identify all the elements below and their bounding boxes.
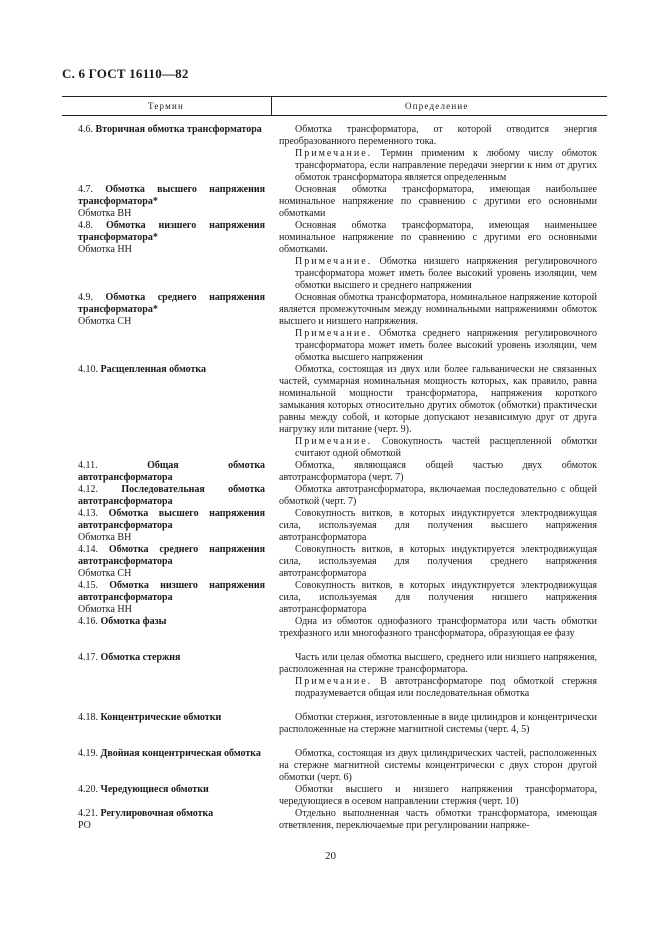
definition-4-9: Основная обмотка трансформатора, номинальное напряжение которой является промежуточным между номинальными напряжениями обмоток высшего и низшего напряжения. Примечание. Обмотка среднего напряжения регулировочного трансформатора может иметь более высокий уровень изоляции, чем обмотка высшего напряжения bbox=[279, 292, 597, 363]
definition-4-11: Обмотка, являющаяся общей частью двух обмоток автотрансформатора (черт. 7) bbox=[279, 460, 597, 483]
definition-4-10: Обмотка, состоящая из двух или более гальванически не связанных частей, суммарная номинальная мощность которых, как правило, равна номинальной мощности трансформатора, напряжения короткого замыкания которых относительно других обмоток (обмотки) практически равны между собой, и которые допускают независимую друг от друга нагрузку или питание (черт. 9). Примечание. Совокупность частей расщепленной обмотки считают одной обмоткой bbox=[279, 364, 597, 459]
definition-4-18: Обмотки стержня, изготовленные в виде цилиндров и концентрически расположенные на стержне магнитной системы (черт. 4, 5) bbox=[279, 712, 597, 735]
term-abbreviation: Обмотка СН bbox=[78, 316, 132, 327]
term-4-18: 4.18. Концентрические обмотки bbox=[78, 712, 222, 723]
note: Примечание. В автотрансформаторе под обмоткой стержня подразумевается общая или последовательная обмотка bbox=[295, 676, 597, 699]
column-header-definition: Определение bbox=[405, 101, 469, 111]
term-4-8: 4.8. Обмотка низшего напряжения трансформатора* Обмотка НН bbox=[62, 220, 265, 256]
term-4-16: 4.16. Обмотка фазы bbox=[78, 616, 167, 627]
term-abbreviation: Обмотка НН bbox=[78, 604, 132, 615]
definition-4-20: Обмотки высшего и низшего напряжения трансформатора, чередующиеся в осевом направлении стержня (черт. 10) bbox=[279, 784, 597, 807]
definition-4-14: Совокупность витков, в которых индуктируется электродвижущая сила, используемая для получения среднего напряжения автотрансформатора bbox=[279, 544, 597, 579]
definition-4-15: Совокупность витков, в которых индуктируется электродвижущая сила, используемая для получения низшего напряжения автотрансформатора bbox=[279, 580, 597, 615]
term-4-11: 4.11. Общая обмотка автотрансформатора bbox=[78, 460, 265, 483]
definition-4-6: Обмотка трансформатора, от которой отводится энергия преобразованного переменного тока. Примечание. Термин применим к любому числу обмоток трансформатора, если направление передачи энергии к ним от других обмоток трансформатора является определенным bbox=[279, 124, 597, 183]
note: Примечание. Термин применим к любому числу обмоток трансформатора, если направление передачи энергии к ним от других обмоток трансформатора является определенным bbox=[295, 148, 597, 183]
term-4-15: 4.15. Обмотка низшего напряжения автотрансформатора Обмотка НН bbox=[62, 580, 265, 616]
table-top-rule bbox=[62, 96, 607, 97]
definition-4-16: Одна из обмоток однофазного трансформатора или часть обмотки трехфазного или многофазного трансформатора, образующая ее фазу bbox=[279, 616, 597, 639]
definition-4-17: Часть или целая обмотка высшего, среднего или низшего напряжения, расположенная на стержне трансформатора. Примечание. В автотрансформаторе под обмоткой стержня подразумевается общая или последовательная обмотка bbox=[279, 652, 597, 699]
term-4-9: 4.9. Обмотка среднего напряжения трансформатора* Обмотка СН bbox=[62, 292, 265, 328]
term-4-10: 4.10. Расщепленная обмотка bbox=[78, 364, 207, 375]
note: Примечание. Совокупность частей расщепленной обмотки считают одной обмоткой bbox=[295, 436, 597, 459]
term-4-21: 4.21. Регулировочная обмотка РО bbox=[62, 808, 265, 832]
page-number: 20 bbox=[325, 850, 336, 862]
term-abbreviation: Обмотка ВН bbox=[78, 532, 132, 543]
page-header: С. 6 ГОСТ 16110—82 bbox=[62, 66, 189, 81]
term-4-12: 4.12. Последовательная обмотка автотрансформатора bbox=[78, 484, 265, 507]
term-4-19: 4.19. Двойная концентрическая обмотка bbox=[78, 748, 261, 759]
definition-4-21: Отдельно выполненная часть обмотки трансформатора, имеющая ответвления, переключаемые при регулировании напряже- bbox=[279, 808, 597, 831]
definition-4-19: Обмотка, состоящая из двух цилиндрических частей, расположенных на стержне магнитной системы концентрически с двух сторон другой обмотки (черт. 6) bbox=[279, 748, 597, 783]
term-abbreviation: РО bbox=[78, 820, 91, 831]
column-divider bbox=[271, 97, 272, 115]
term-4-13: 4.13. Обмотка высшего напряжения автотрансформатора Обмотка ВН bbox=[62, 508, 265, 544]
term-4-17: 4.17. Обмотка стержня bbox=[78, 652, 181, 663]
term-abbreviation: Обмотка СН bbox=[78, 568, 132, 579]
definition-4-8: Основная обмотка трансформатора, имеющая наименьшее номинальное напряжение по сравнению с другими его основными обмотками. Примечание. Обмотка низшего напряжения регулировочного трансформатора может иметь более высокий уровень изоляции, чем обмотки высшего и среднего напряжения bbox=[279, 220, 597, 291]
table-header-rule bbox=[62, 115, 607, 116]
definition-4-12: Обмотка автотрансформатора, включаемая последовательно с общей обмоткой (черт. 7) bbox=[279, 484, 597, 507]
note: Примечание. Обмотка среднего напряжения регулировочного трансформатора может иметь более высокий уровень изоляции, чем обмотка высшего напряжения bbox=[295, 328, 597, 363]
note: Примечание. Обмотка низшего напряжения регулировочного трансформатора может иметь более высокий уровень изоляции, чем обмотки высшего и среднего напряжения bbox=[295, 256, 597, 291]
term-4-7: 4.7. Обмотка высшего напряжения трансформатора* Обмотка ВН bbox=[62, 184, 265, 220]
term-4-20: 4.20. Чередующиеся обмотки bbox=[78, 784, 209, 795]
term-4-6: 4.6. Вторичная обмотка трансформатора bbox=[78, 124, 262, 135]
term-4-14: 4.14. Обмотка среднего напряжения автотрансформатора Обмотка СН bbox=[62, 544, 265, 580]
term-abbreviation: Обмотка НН bbox=[78, 244, 132, 255]
term-abbreviation: Обмотка ВН bbox=[78, 208, 132, 219]
definition-4-13: Совокупность витков, в которых индуктируется электродвижущая сила, используемая для получения высшего напряжения автотрансформатора bbox=[279, 508, 597, 543]
column-header-term: Термин bbox=[148, 101, 185, 111]
definition-4-7: Основная обмотка трансформатора, имеющая наибольшее номинальное напряжение по сравнению с другими его основными обмотками bbox=[279, 184, 597, 219]
